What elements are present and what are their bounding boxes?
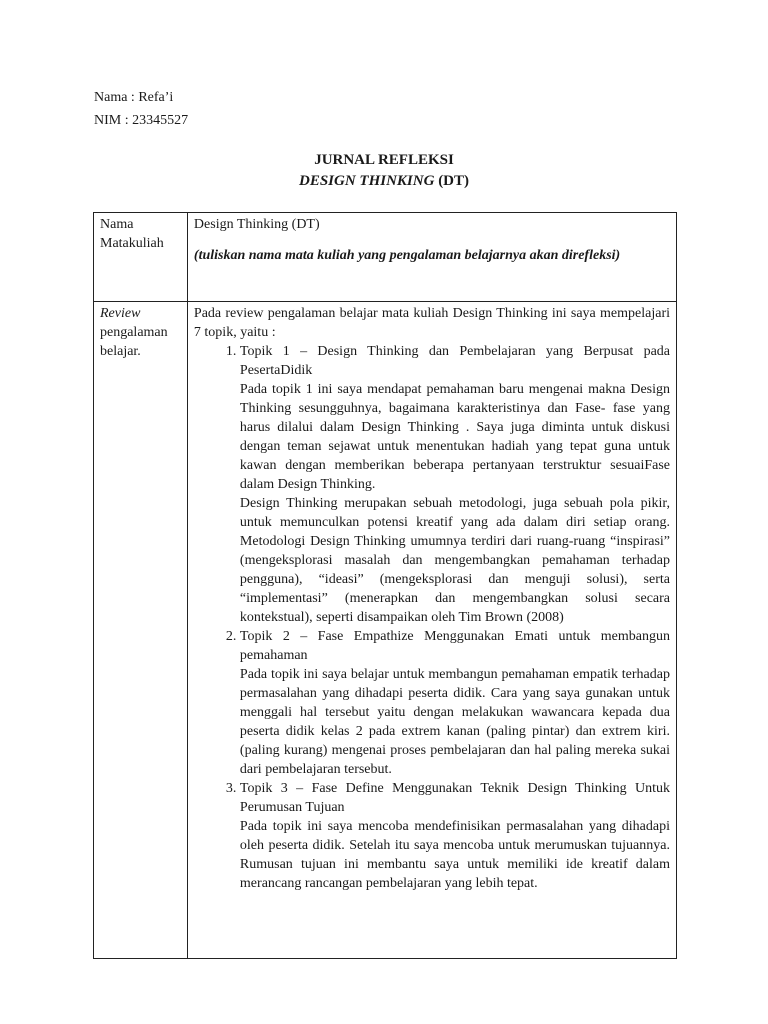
course-note: (tuliskan nama mata kuliah yang pengalaman belajarnya akan direfleksi) (193, 248, 621, 263)
table-row-course (94, 213, 677, 302)
course-cell (187, 213, 676, 302)
topic-1-paragraph-2: Design Thinking merupakan sebuah metodologi, juga sebuah pola pikir, untuk memunculkan potensi kreatif yang ada dalam diri setiap orang. Metodologi Design Thinking umumnya terdiri dari ruang-ruang “inspirasi” (mengeksplorasi masalah dan mengembangkan pemahaman terhadap pengguna), “ideasi” (mengeksplorasi dan menguji solusi), serta “implementasi” (menerapkan dan mengembangkan solusi secara kontekstual), seperti disampaikan oleh Tim Brown (2008) (239, 496, 670, 625)
topic-3-paragraph-1: Pada topik ini saya mencoba mendefinisikan permasalahan yang dihadapi oleh peserta didik. Setelah itu saya mencoba untuk merumuskan tujuannya. Rumusan tujuan ini membantu saya untuk memiliki ide kreatif dalam merancang rancangan pembelajaran yang lebih tepat. (239, 819, 670, 891)
document-subtitle (0, 171, 768, 191)
student-name: Nama : Refa’i (94, 90, 174, 105)
review-label-rest: pengalaman belajar. (100, 325, 168, 359)
table-row-review (94, 302, 677, 959)
student-nim: NIM : 23345527 (94, 113, 189, 128)
list-item (240, 627, 670, 779)
course-name: Design Thinking (DT) (193, 217, 320, 232)
reflection-table (93, 212, 677, 959)
topic-list (194, 342, 670, 893)
topic-1-title: 1. Topik 1 – Design Thinking dan Pembelajaran yang Berpusat pada PesertaDidik (239, 344, 670, 378)
course-label: Nama Matakuliah (94, 213, 188, 302)
topic-3-title: 3. Topik 3 – Fase Define Menggunakan Teknik Design Thinking Untuk Perumusan Tujuan (239, 781, 670, 815)
document-title: JURNAL REFLEKSI (314, 152, 454, 168)
topic-2-title: 2. Topik 2 – Fase Empathize Menggunakan Emati untuk membangun pemahaman (239, 629, 670, 663)
topic-1-paragraph-1: Pada topik 1 ini saya mendapat pemahaman baru mengenai makna Design Thinking sesungguhnya, bagaimana karakteristinya dan Fase- fase yang harus dilalui dalam Design Thinking . Saya juga diminta untuk diskusi dengan teman sejawat untuk menentukan hadiah yang tepat guna untuk kawan dengan memberikan beberapa pertanyaan terstruktur sesuaiFase dalam Design Thinking. (239, 382, 670, 492)
topic-2-paragraph-1: Pada topik ini saya belajar untuk membangun pemahaman empatik terhadap permasalahan yang dihadapi peserta didik. Cara yang saya gunakan untuk menggali hal tersebut yaitu dengan melakukan wawancara kepada dua peserta didik kelas 2 pada extrem kanan (paling pintar) dan extrem kiri.(paling kurang) mengenai proses pembelajaran dan hal paling mereka sukai dari pembelajaran tersebut. (239, 667, 670, 777)
list-item (240, 342, 670, 627)
review-label (94, 302, 188, 959)
review-intro: Pada review pengalaman belajar mata kuliah Design Thinking ini saya mempelajari 7 topik, yaitu : (193, 306, 670, 340)
subtitle-rest: (DT) (434, 173, 470, 189)
list-item (240, 779, 670, 893)
subtitle-italic: DESIGN THINKING (298, 173, 435, 189)
review-label-italic: Review (100, 306, 141, 321)
review-cell (187, 302, 676, 959)
